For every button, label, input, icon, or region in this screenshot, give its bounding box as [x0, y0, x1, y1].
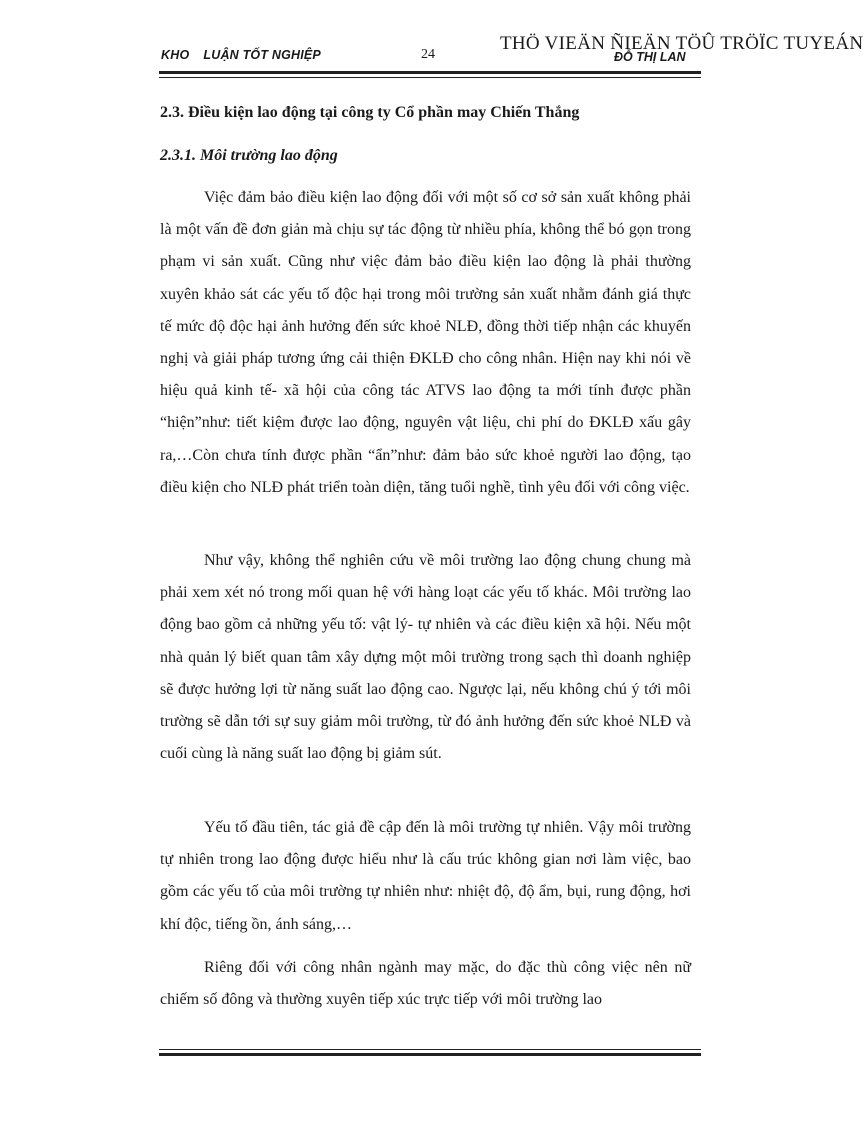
page-number: 24	[421, 47, 435, 62]
section-subheading: 2.3.1. Môi trường lao động	[160, 147, 338, 164]
header-title: LUẬN TỐT NGHIỆP	[203, 48, 321, 62]
footer-rule-thick	[159, 1053, 701, 1056]
paragraph-1-block	[160, 182, 691, 504]
header-author: ĐỖ THỊ LAN	[614, 50, 686, 64]
paragraph-4-block	[160, 952, 691, 1016]
library-watermark: THÖ VIEÄN ÑIEÄN TÖÛ TRÖÏC TUYEÁN	[500, 33, 863, 54]
paragraph-3-block	[160, 812, 691, 941]
header-rule-thin	[159, 77, 701, 78]
paragraph-2-block	[160, 545, 691, 770]
header-left	[161, 48, 321, 62]
paragraph: Yếu tố đầu tiên, tác giả đề cập đến là môi trường tự nhiên. Vậy môi trường tự nhiên trong lao động được hiểu như là cấu trúc không gian nơi làm việc, bao gồm các yếu tố của môi trường tự nhiên như: nhiệt độ, độ ẩm, bụi, rung động, hơi khí độc, tiếng ồn, ánh sáng,…	[160, 819, 691, 933]
header-rule-thick	[159, 71, 701, 74]
section-heading: 2.3. Điều kiện lao động tại công ty Cổ phần may Chiến Thắng	[160, 104, 580, 121]
paragraph: Riêng đối với công nhân ngành may mặc, do đặc thù công việc nên nữ chiếm số đông và thường xuyên tiếp xúc trực tiếp với môi trường lao	[160, 959, 691, 1009]
paragraph: Việc đảm bảo điều kiện lao động đối với một số cơ sở sản xuất không phải là một vấn đề đơn giản mà chịu sự tác động từ nhiều phía, không thể bó gọn trong phạm vi sản xuất. Cũng như việc đảm bảo điều kiện lao động là phải thường xuyên khảo sát các yếu tố độc hại trong môi trường sản xuất nhằm đánh giá thực tế mức độ độc hại ảnh hưởng đến sức khoẻ NLĐ, đồng thời tiếp nhận các khuyến nghị và giải pháp tương ứng cải thiện ĐKLĐ cho công nhân. Hiện nay khi nói về hiệu quả kinh tế- xã hội của công tác ATVS lao động ta mới tính được phần “hiện”như: tiết kiệm được lao động, nguyên vật liệu, chi phí do ĐKLĐ xấu gây ra,…Còn chưa tính được phần “ẩn”như: đảm bảo sức khoẻ người lao động, tạo điều kiện cho NLĐ phát triển toàn diện, tăng tuổi nghề, tình yêu đối với công việc.	[160, 189, 691, 496]
footer-rule-thin	[159, 1049, 701, 1050]
paragraph: Như vậy, không thể nghiên cứu về môi trường lao động chung chung mà phải xem xét nó trong mối quan hệ với hàng loạt các yếu tố khác. Môi trường lao động bao gồm cả những yếu tố: vật lý- tự nhiên và các điều kiện xã hội. Nếu một nhà quản lý biết quan tâm xây dựng một môi trường trong sạch thì doanh nghiệp sẽ được hưởng lợi từ năng suất lao động cao. Ngược lại, nếu không chú ý tới môi trường sẽ dẫn tới sự suy giảm môi trường, từ đó ảnh hưởng đến sức khoẻ NLĐ và cuối cùng là năng suất lao động bị giảm sút.	[160, 552, 691, 763]
header-kho: KHO	[161, 48, 190, 62]
